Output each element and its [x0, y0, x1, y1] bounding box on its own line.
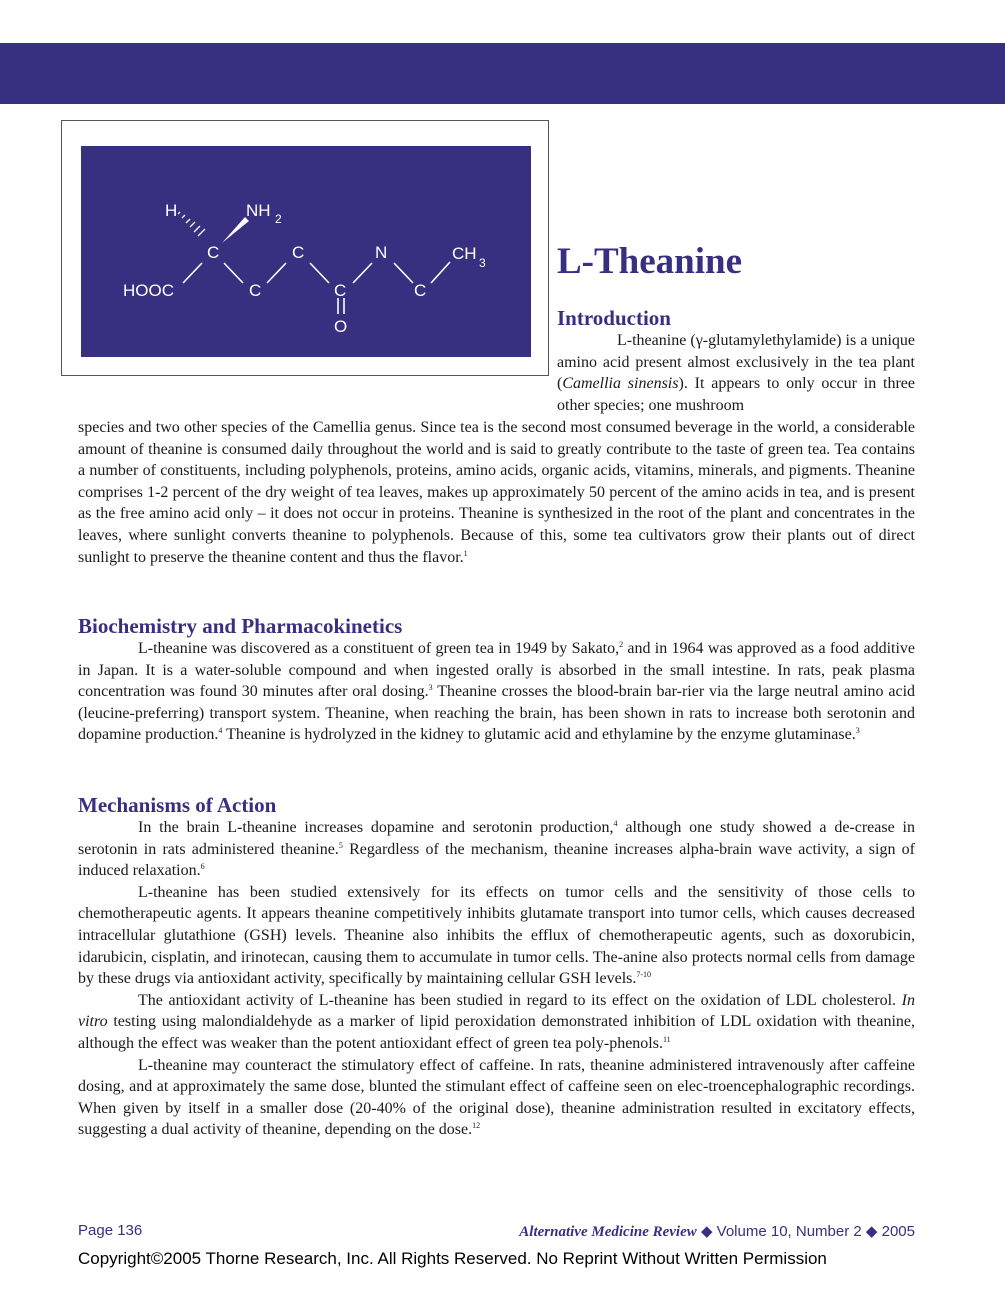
reference-superscript: 4 — [218, 726, 223, 736]
diamond-icon: ◆ — [865, 1223, 878, 1240]
reference-superscript: 3 — [855, 726, 860, 736]
atom-hooc: HOOC — [123, 281, 174, 300]
page-title: L-Theanine — [557, 241, 743, 282]
page-number: Page 136 — [78, 1222, 143, 1239]
in-vitro-italic: In vitro — [78, 991, 915, 1031]
wedge-bond — [222, 217, 249, 243]
bond-hooc-c1 — [183, 263, 202, 283]
structure-panel — [81, 146, 531, 357]
biochemistry-paragraph — [78, 638, 915, 746]
bond-n-c5 — [394, 263, 413, 283]
atom-ch3-sub: 3 — [479, 256, 486, 270]
intro-species-italic: Camellia sinensis — [562, 375, 679, 393]
atom-ch3: CH — [452, 244, 477, 263]
reference-superscript: 6 — [200, 862, 205, 872]
atom-nh2: NH — [246, 201, 271, 220]
mechanisms-paragraph-2 — [78, 882, 915, 990]
reference-superscript: 7-10 — [636, 970, 652, 980]
text-run: although one study showed a de-crease in serotonin in rats administered theanine. — [78, 819, 915, 858]
header-band — [0, 43, 1005, 104]
text-run: testing using malondialdehyde as a marker of lipid peroxidation demonstrated inhibition of LDL oxidation with theanine, although the effect was weaker than the potent antioxidant effect of green tea poly-phenols. — [78, 1013, 915, 1052]
reference-superscript: 5 — [338, 840, 343, 850]
mechanisms-paragraph-4 — [78, 1055, 915, 1141]
atom-h: H — [165, 201, 178, 220]
introduction-text-column — [557, 330, 915, 416]
text-run: The antioxidant activity of L-theanine has been studied in regard to its effect on the oxidation of LDL cholesterol. — [138, 991, 902, 1009]
structure-figure — [61, 120, 549, 376]
reference-superscript: 3 — [428, 683, 433, 693]
year: 2005 — [881, 1223, 915, 1240]
hashed-bond — [178, 212, 205, 236]
introduction-heading: Introduction — [557, 306, 671, 330]
mechanisms-heading: Mechanisms of Action — [78, 793, 277, 817]
introduction-text-wide — [78, 417, 915, 568]
journal-info — [519, 1222, 915, 1241]
journal-name: Alternative Medicine Review — [519, 1224, 697, 1240]
atom-c1: C — [207, 243, 220, 262]
text-run: Theanine is hydrolyzed in the kidney to glutamic acid and ethylamine by the enzyme glutaminase. — [222, 726, 856, 744]
biochemistry-heading: Biochemistry and Pharmacokinetics — [78, 614, 403, 638]
reference-superscript: 2 — [619, 640, 624, 649]
reference-superscript: 4 — [613, 819, 618, 828]
mechanisms-paragraph-3 — [78, 990, 915, 1055]
text-run: Regardless of the mechanism, theanine increases alpha-brain wave activity, a sign of induced relaxation. — [78, 840, 915, 880]
biochemistry-body — [78, 638, 915, 746]
text-run: L-theanine was discovered as a constituent of green tea in 1949 by Sakato, — [138, 640, 620, 657]
atom-o: O — [334, 317, 348, 336]
reference-superscript: 1 — [463, 548, 468, 558]
text-run: L-theanine may counteract the stimulatory effect of caffeine. In rats, theanine administered intravenously after caffeine dosing, and at approximately the same dose, blunted the stimulant effect of caffeine seen on elec-troencephalographic recordings. When given by itself in a smaller dose (20-40% of the original dose), theanine administration resulted in excitatory effects, suggesting a dual activity of theanine, depending on the dose. — [78, 1056, 915, 1139]
intro-text-b: ). It appears to only occur in three other species; one mushroom — [557, 375, 915, 414]
atom-c2: C — [249, 281, 262, 300]
bond-c1-c2 — [224, 263, 243, 283]
atom-nh2-sub: 2 — [275, 212, 282, 226]
diamond-icon: ◆ — [700, 1223, 713, 1240]
mechanisms-paragraph-1 — [78, 817, 915, 882]
atom-c3: C — [292, 243, 305, 262]
atom-c4: C — [334, 281, 347, 300]
text-run: Theanine crosses the blood-brain bar-rier via the large neutral amino acid (leucine-preferring) transport system. Theanine, when reaching the brain, has been shown in rats to increase both serotonin and dopamine production. — [78, 683, 916, 744]
text-run: In the brain L-theanine increases dopamine and serotonin production, — [138, 819, 614, 836]
copyright-notice: Copyright©2005 Thorne Research, Inc. All Rights Reserved. No Reprint Without Written Permission — [78, 1249, 827, 1268]
mechanisms-body — [78, 817, 915, 1141]
reference-superscript: 12 — [472, 1121, 481, 1131]
reference-superscript: 11 — [662, 1034, 671, 1044]
intro-text-a: L-theanine (γ-glutamylethylamide) is a unique amino acid present almost exclusively in the tea plant ( — [557, 332, 915, 393]
volume-info: Volume 10, Number 2 — [716, 1223, 862, 1240]
bond-c2-c3 — [267, 263, 286, 283]
bond-c4-n — [353, 263, 372, 283]
intro-text-c: species and two other species of the Camellia genus. Since tea is the second most consumed beverage in the world, a considerable amount of theanine is consumed daily throughout the world and is said to greatly contribute to the taste of green tea. Tea contains a number of constituents, including polyphenols, proteins, amino acids, organic acids, vitamins, minerals, and pigments. Theanine comprises 1-2 percent of the dry weight of tea leaves, makes up approximately 50 percent of the amino acids in tea, and is present as the free amino acid only – it does not occur in proteins. Theanine is synthesized in the root of the plant and concentrates in the leaves, where sunlight converts theanine to polyphenols. Because of this, some tea cultivators grow their plants out of direct sunlight to preserve the theanine content and thus the flavor. — [78, 419, 915, 566]
bond-c5-ch3 — [431, 262, 450, 283]
molecule-diagram — [81, 146, 531, 357]
molecule-bonds — [183, 262, 450, 314]
atom-c5: C — [414, 281, 427, 300]
text-run: L-theanine has been studied extensively for its effects on tumor cells and the sensitivity of those cells to chemotherapeutic agents. It appears theanine competitively inhibits glutamate transport into tumor cells, which causes decreased intracellular glutathione (GSH) levels. Theanine also inhibits the efflux of chemotherapeutic agents, such as doxorubicin, idarubicin, cisplatin, and irinotecan, causing them to accumulate in tumor cells. The-anine also protects normal cells from damage by these drugs via antioxidant activity, specifically by maintaining cellular GSH levels. — [78, 883, 915, 988]
text-run: and in 1964 was approved as a food additive in Japan. It is a water-soluble compound and when ingested orally is absorbed in the small intestine. In rats, peak plasma concentration was found 30 minutes after oral dosing. — [78, 640, 916, 701]
bond-c3-c4 — [310, 263, 329, 283]
atom-n: N — [375, 243, 388, 262]
